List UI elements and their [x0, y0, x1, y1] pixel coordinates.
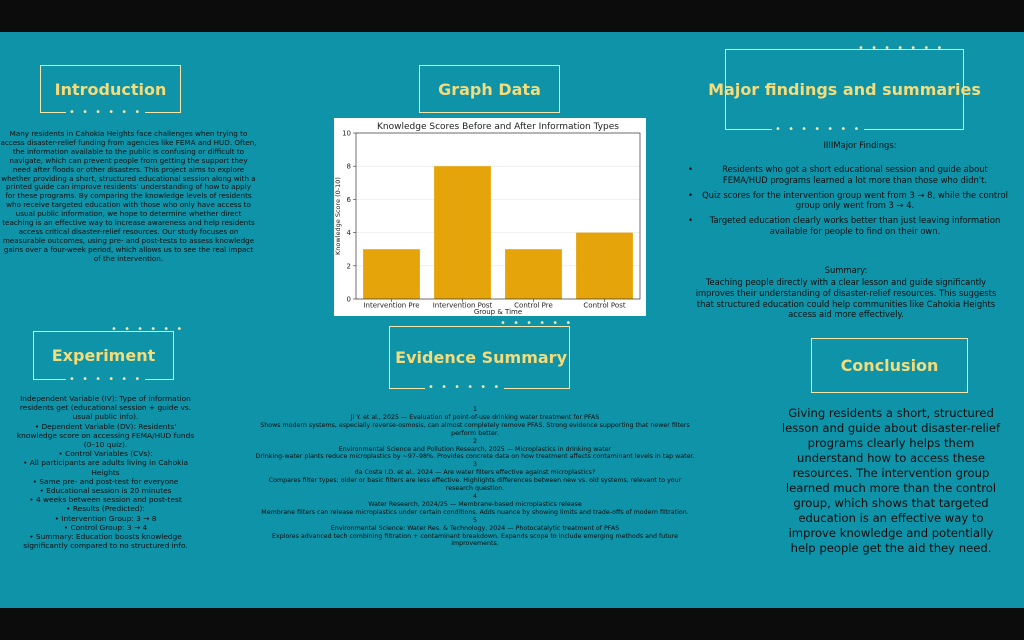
experiment-line: • Dependent Variable (DV): Residents' knowledge score on accessing FEMA/HUD funds (0–10 quiz). — [16, 421, 195, 450]
bar — [576, 233, 633, 299]
experiment-line: • Control Variables (CVs): — [58, 449, 153, 459]
evidence-citation: Environmental Science: Water Res. & Technology, 2024 — Photocatalytic treatment of PFAS — [330, 524, 620, 532]
evidence-description: Drinking-water plants reduce microplastics by ~97–98%. Provides concrete data on how treatment affects contaminant levels in tap water. — [255, 453, 695, 461]
evidence-description: Compares filter types; older or basic filters are less effective. Highlights differences between new vs. old systems, relevant to your research question. — [268, 477, 682, 493]
evidence-description: Shows modern systems, especially reverse-osmosis, can almost completely remove PFAS. Strong evidence supporting that newer filters perform better. — [260, 421, 690, 437]
finding-item: • Quiz scores for the intervention group went from 3 → 8, while the control group only went from 3 → 4. — [688, 190, 1008, 212]
decorative-dots: • • • • • • — [66, 110, 145, 116]
evidence-citation: Water Research, 2024/25 — Membrane-based microplastics release — [368, 500, 582, 508]
evidence-description: Membrane filters can release microplastics under certain conditions. Adds nuance by showing limits and trade-offs of modern filtration. — [261, 508, 689, 516]
x-axis-label: Group & Time — [473, 308, 523, 316]
graph-title-box — [419, 65, 560, 113]
evidence-number: 3 — [472, 461, 477, 469]
introduction-title-box — [40, 65, 181, 113]
decorative-dots: • • • • • • — [497, 321, 576, 327]
introduction-paragraph: Many residents in Cahokia Heights face challenges when trying to access disaster-relief funding from agencies like FEMA and HUD. Often, the information available to the public is confusing or difficult to navigate, which can prevent people from getting the support they need after floods or other disasters. This project aims to explore whether providing a short, structured educational session along with a printed guide can improve residents' understanding of how to apply for these programs. By comparing the knowledge levels of residents who receive targeted education with those who only have access to usual public information, we hope to determine whether direct teaching is an effective way to increase awareness and help residents access critical disaster-relief resources. Our study focuses on measurable outcomes, using pre- and post-tests to assess knowledge gains over a four-week period, which allows us to see the real impact of the intervention. — [0, 129, 257, 263]
y-tick-label: 2 — [346, 262, 351, 271]
major-findings-list — [688, 164, 1008, 237]
x-tick-label: Control Post — [583, 301, 626, 310]
finding-item: • Residents who got a short educational session and guide about FEMA/HUD programs learned a lot more than those who didn't. — [688, 164, 1008, 186]
y-tick-label: 10 — [342, 129, 351, 138]
x-tick-label: Intervention Pre — [363, 301, 420, 310]
experiment-line: • 4 weeks between session and post-test — [29, 495, 182, 505]
conclusion-text: Giving residents a short, structured lesson and guide about disaster-relief programs clearly helps them understand how to access these resources. The intervention group learned much more than the control group, which shows that targeted education is an effective way to improve knowledge and potentially help people get the aid they need. — [781, 406, 1001, 555]
experiment-line: • Control Group: 3 → 4 — [63, 522, 148, 532]
experiment-line: • Educational session is 20 minutes — [39, 486, 172, 496]
y-tick-label: 8 — [346, 162, 351, 171]
experiment-line: • All participants are adults living in Cahokia Heights — [22, 458, 188, 477]
decorative-dots: • • • • • • — [425, 385, 504, 391]
evidence-citation: da Costa I.D. et al., 2024 — Are water filters effective against microplastics? — [354, 469, 596, 477]
decorative-dots: • • • • • • • — [855, 46, 947, 52]
introduction-title: Introduction — [54, 79, 167, 99]
graph-title: Graph Data — [438, 79, 541, 99]
experiment-title: Experiment — [51, 346, 156, 365]
conclusion-title: Conclusion — [840, 356, 939, 375]
evidence-entry — [255, 406, 695, 438]
y-axis-label: Knowledge Score (0-10) — [334, 177, 342, 255]
y-tick-label: 4 — [346, 229, 351, 238]
decorative-dots: • • • • • • — [108, 327, 187, 333]
experiment-line: • Summary: Education boosts knowledge significantly compared to no structured info. — [23, 532, 188, 551]
major-findings-heading: IIIIMajor Findings: — [823, 140, 897, 150]
poster — [0, 32, 1024, 608]
decorative-dots: • • • • • • — [66, 377, 145, 383]
conclusion-title-box — [811, 338, 968, 393]
summary-text: Teaching people directly with a clear lesson and guide significantly improves their understanding of disaster-relief resources. This suggests that structured education could help communities like Cahokia Heights access aid more effectively. — [695, 277, 997, 320]
major-title: Major findings and summaries — [708, 80, 981, 99]
evidence-citation: Ji Y. et al., 2025 — Evaluation of point-of-use drinking water treatment for PFAS — [350, 413, 600, 421]
experiment-line: • Results (Predicted): — [66, 504, 145, 514]
experiment-line: • Same pre- and post-test for everyone — [32, 476, 179, 486]
evidence-number: 1 — [472, 406, 477, 413]
evidence-title: Evidence Summary — [395, 348, 567, 367]
chart-title: Knowledge Scores Before and After Information Types — [377, 122, 619, 132]
evidence-entry — [255, 461, 695, 493]
experiment-title-box — [33, 331, 174, 380]
x-tick-label: Intervention Post — [432, 301, 493, 310]
chart-container — [334, 118, 646, 316]
evidence-number: 5 — [472, 516, 477, 524]
experiment-line: Independent Variable (IV): Type of information residents get (educational session + guide vs. usual public info). — [19, 394, 192, 422]
bar — [434, 166, 491, 299]
evidence-entry — [255, 493, 695, 517]
evidence-title-box — [389, 326, 570, 389]
evidence-entry — [255, 517, 695, 549]
y-tick-label: 0 — [346, 295, 351, 304]
experiment-line: • Intervention Group: 3 → 8 — [54, 513, 157, 523]
bar — [363, 249, 420, 299]
major-title-box — [708, 49, 981, 130]
evidence-number: 2 — [472, 437, 477, 445]
evidence-description: Explores advanced tech combining filtration + contaminant breakdown. Expands scope to include emerging methods and future improvements. — [272, 532, 678, 548]
evidence-entry — [255, 438, 695, 462]
finding-item: • Targeted education clearly works better than just leaving information available for people to find on their own. — [688, 215, 1008, 237]
bar-chart — [334, 118, 646, 316]
evidence-number: 4 — [472, 492, 477, 500]
summary-label: Summary: — [824, 265, 868, 275]
evidence-list — [255, 406, 695, 548]
decorative-dots: • • • • • • • — [772, 127, 864, 133]
bar — [505, 249, 562, 299]
experiment-details — [15, 394, 196, 550]
evidence-citation: Environmental Science and Pollution Research, 2025 — Microplastics in drinking water — [338, 445, 612, 453]
y-tick-label: 6 — [346, 195, 351, 204]
x-tick-label: Control Pre — [514, 301, 553, 310]
